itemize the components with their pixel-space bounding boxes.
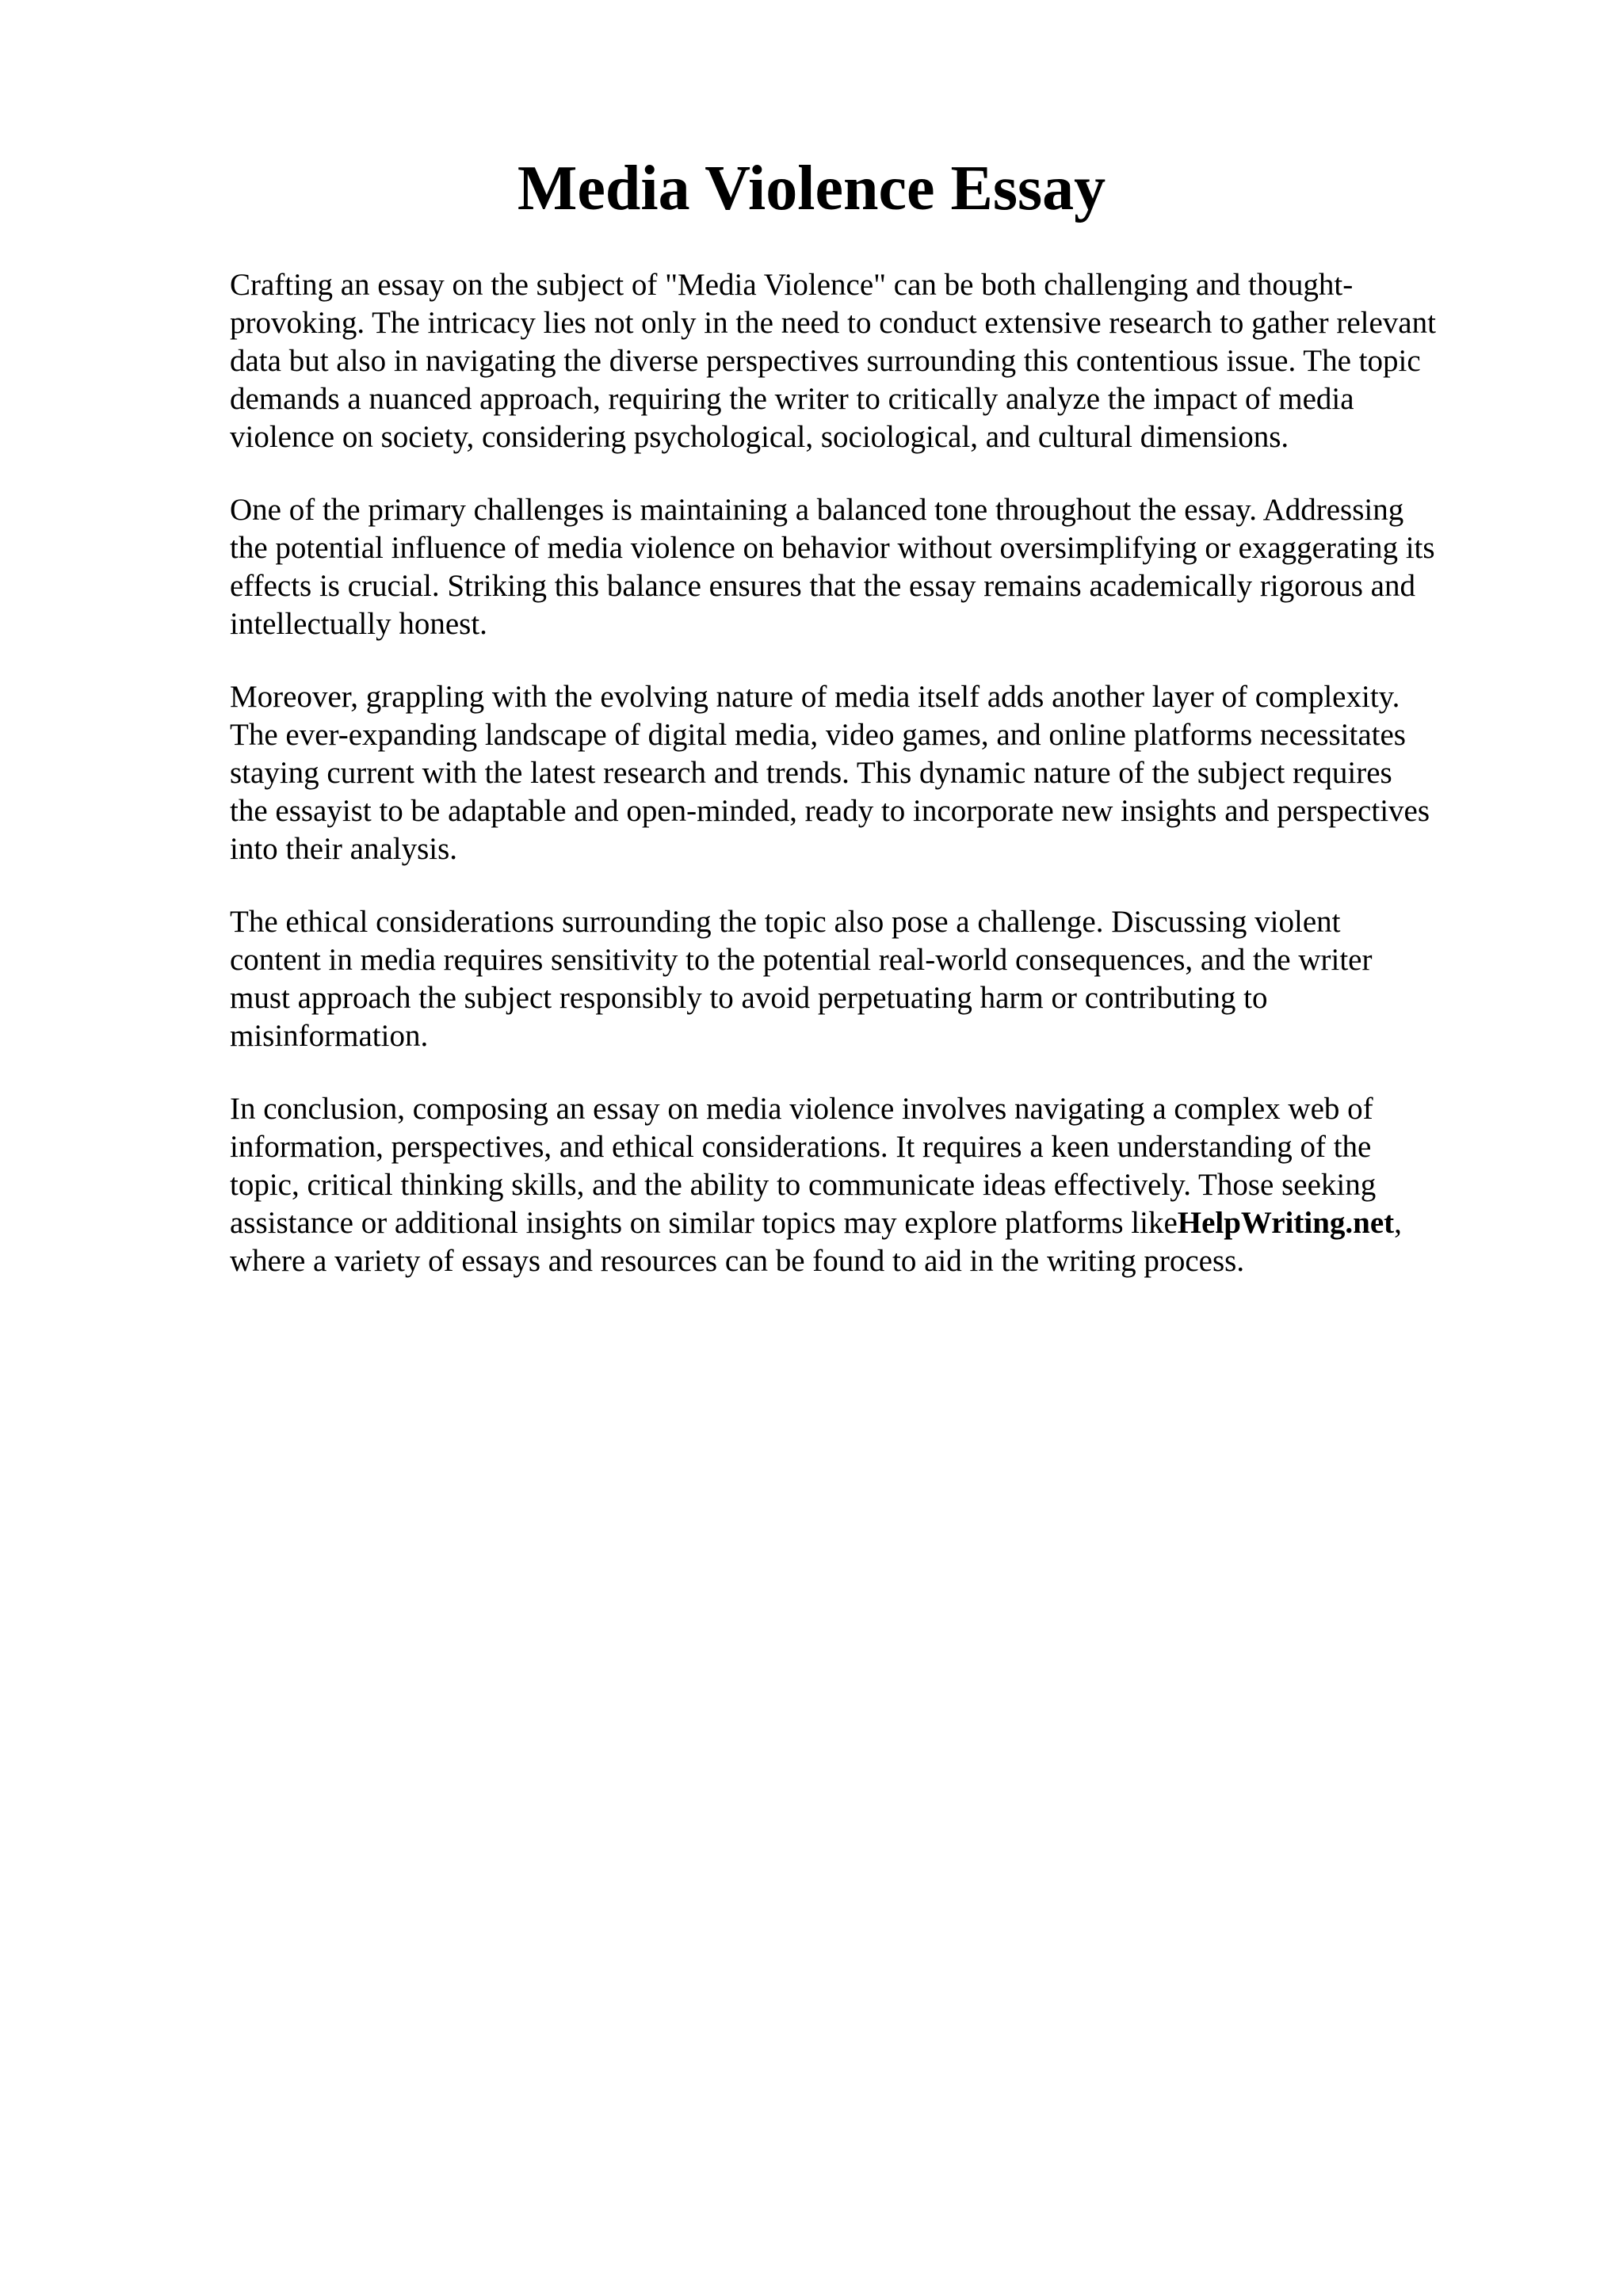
text-line: content in media requires sensitivity to the potential real-world consequences, and the writer bbox=[230, 943, 1373, 977]
text-line: The ethical considerations surrounding the topic also pose a challenge. Discussing violent bbox=[230, 905, 1341, 939]
text-line: staying current with the latest research and trends. This dynamic nature of the subject requires bbox=[230, 756, 1392, 790]
text-segment: assistance or additional insights on similar topics may explore platforms like bbox=[230, 1206, 1178, 1240]
text-line: In conclusion, composing an essay on media violence involves navigating a complex web of bbox=[230, 1092, 1373, 1126]
paragraph-1 bbox=[230, 266, 1529, 456]
text-line: violence on society, considering psychological, sociological, and cultural dimensions. bbox=[230, 420, 1289, 454]
text-line: where a variety of essays and resources can be found to aid in the writing process. bbox=[230, 1244, 1245, 1278]
text-line: information, perspectives, and ethical considerations. It requires a keen understanding of the bbox=[230, 1130, 1372, 1164]
text-line: data but also in navigating the diverse perspectives surrounding this contentious issue. The topic bbox=[230, 344, 1421, 378]
text-segment: , bbox=[1394, 1206, 1402, 1240]
helpwriting-link[interactable]: HelpWriting.net bbox=[1177, 1206, 1395, 1240]
text-line: provoking. The intricacy lies not only in the need to conduct extensive research to gather relevant bbox=[230, 306, 1436, 340]
text-line: effects is crucial. Striking this balance ensures that the essay remains academically rigorous and bbox=[230, 569, 1415, 603]
text-line: demands a nuanced approach, requiring the writer to critically analyze the impact of media bbox=[230, 382, 1354, 416]
paragraph-3 bbox=[230, 678, 1529, 868]
text-line: topic, critical thinking skills, and the ability to communicate ideas effectively. Those seeking bbox=[230, 1168, 1377, 1202]
paragraph-2 bbox=[230, 491, 1529, 643]
text-line: Crafting an essay on the subject of "Media Violence" can be both challenging and thought- bbox=[230, 268, 1354, 302]
text-line: the essayist to be adaptable and open-minded, ready to incorporate new insights and perspectives bbox=[230, 794, 1430, 828]
conclusion-paragraph bbox=[230, 1090, 1529, 1280]
text-line: One of the primary challenges is maintaining a balanced tone throughout the essay. Addressing bbox=[230, 493, 1404, 527]
text-line: intellectually honest. bbox=[230, 607, 487, 641]
text-line-with-link bbox=[230, 1204, 1529, 1242]
text-line: misinformation. bbox=[230, 1019, 429, 1053]
text-line: the potential influence of media violence on behavior without oversimplifying or exaggerating its bbox=[230, 531, 1435, 565]
paragraph-4 bbox=[230, 903, 1529, 1055]
text-line: The ever-expanding landscape of digital media, video games, and online platforms necessitates bbox=[230, 718, 1406, 752]
essay-body bbox=[230, 266, 1529, 1315]
text-line: must approach the subject responsibly to avoid perpetuating harm or contributing to bbox=[230, 981, 1268, 1015]
text-line: Moreover, grappling with the evolving nature of media itself adds another layer of complexity. bbox=[230, 680, 1400, 714]
document-title: Media Violence Essay bbox=[517, 154, 1106, 223]
text-line: into their analysis. bbox=[230, 832, 458, 866]
